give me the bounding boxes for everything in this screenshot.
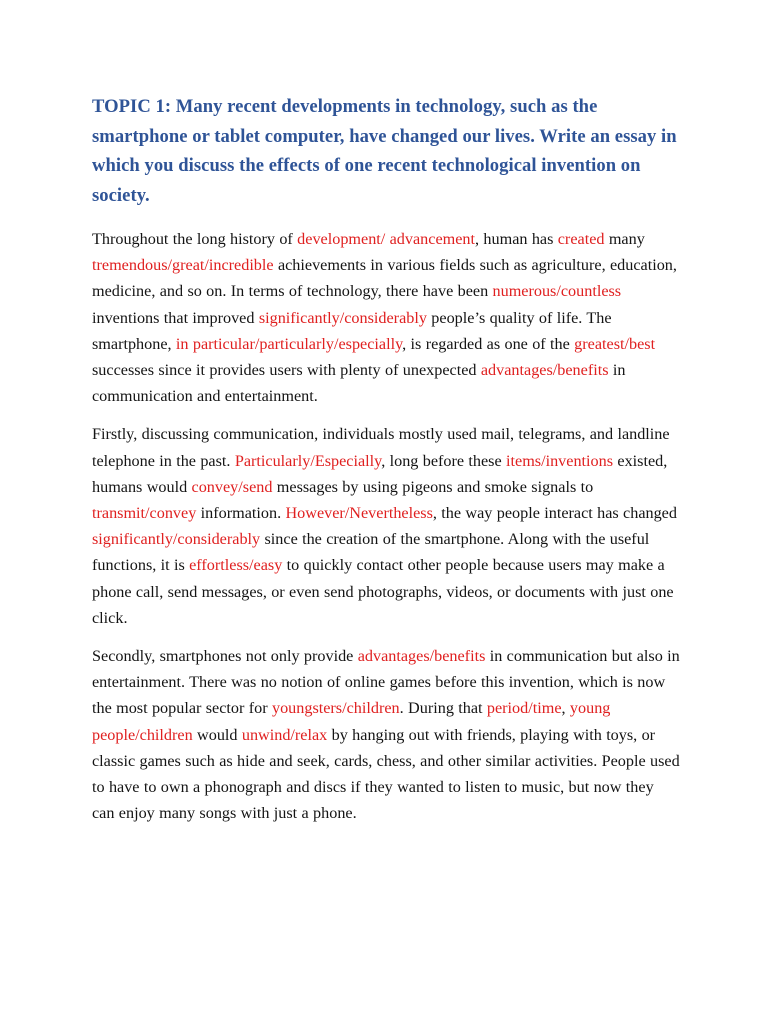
highlighted-vocabulary: period/time xyxy=(486,699,562,718)
paragraph-text: by hanging out with friends, playing with toys, or classic games such as hide and seek, cards, chess, and other similar activities. People used to have to own a phonograph and discs if they wanted to listen to music, but now they can enjoy many songs with just a phone. xyxy=(92,725,680,823)
paragraph-text: Secondly, smartphones not only provide xyxy=(92,647,358,666)
highlighted-vocabulary: Particularly/Especially xyxy=(234,451,382,470)
paragraph-text: to quickly contact other people because users may make a phone call, send messages, or even send photographs, videos, or documents with just one click. xyxy=(92,556,674,627)
highlighted-vocabulary: advantages/benefits xyxy=(357,647,486,666)
paragraph-text: , human has xyxy=(475,230,558,248)
paragraph-text: in communication and entertainment. xyxy=(92,361,626,406)
essay-paragraphs xyxy=(92,226,680,826)
paragraph-text: Firstly, discussing communication, individuals mostly used mail, telegrams, and landline telephone in the past. xyxy=(92,425,670,470)
paragraph-text: , xyxy=(561,699,570,718)
paragraph-text: . During that xyxy=(399,699,487,718)
highlighted-vocabulary: significantly/considerably xyxy=(258,308,427,327)
highlighted-vocabulary: young people/children xyxy=(92,699,611,744)
paragraph-text: people’s quality of life. The smartphone, xyxy=(92,308,612,353)
paragraph-text: Throughout the long history of xyxy=(92,230,298,248)
paragraph-text: successes since it provides users with plenty of unexpected xyxy=(92,361,481,380)
paragraph-text: messages by using pigeons and smoke signals to xyxy=(272,477,594,496)
paragraph-text: information. xyxy=(196,504,286,523)
highlighted-vocabulary: significantly/considerably xyxy=(92,530,261,549)
paragraph-text: in communication but also in entertainment. There was no notion of online games before this invention, which is now the most popular sector for xyxy=(92,647,680,718)
highlighted-vocabulary: numerous/countless xyxy=(492,282,622,301)
essay-paragraph xyxy=(92,226,680,409)
paragraph-text: inventions that improved xyxy=(92,308,259,327)
paragraph-text: would xyxy=(192,725,242,744)
essay-paragraph xyxy=(92,643,680,826)
paragraph-text: , is regarded as one of the xyxy=(402,334,575,353)
highlighted-vocabulary: advantages/benefits xyxy=(480,361,609,380)
highlighted-vocabulary: effortless/easy xyxy=(189,556,283,575)
highlighted-vocabulary: items/inventions xyxy=(506,451,614,470)
paragraph-text: many xyxy=(604,230,645,248)
paragraph-text: existed, humans would xyxy=(92,451,668,496)
highlighted-vocabulary: unwind/relax xyxy=(241,725,328,744)
highlighted-vocabulary: created xyxy=(557,230,605,248)
paragraph-text: achievements in various fields such as agriculture, education, medicine, and so on. In terms of technology, there have been xyxy=(92,256,677,301)
highlighted-vocabulary: transmit/convey xyxy=(92,504,197,523)
document-body xyxy=(92,92,680,838)
paragraph-text: , long before these xyxy=(381,451,507,470)
essay-topic-heading: TOPIC 1: Many recent developments in technology, such as the smartphone or tablet computer, have changed our lives. Write an essay in which you discuss the effects of one recent technological invention on society. xyxy=(92,96,677,206)
highlighted-vocabulary: However/Nevertheless xyxy=(285,504,433,523)
highlighted-vocabulary: in particular/particularly/especially xyxy=(175,334,403,353)
highlighted-vocabulary: tremendous/great/incredible xyxy=(92,256,274,275)
paragraph-text: since the creation of the smartphone. Along with the useful functions, it is xyxy=(92,530,650,575)
paragraph-text: , the way people interact has changed xyxy=(432,504,677,523)
highlighted-vocabulary: youngsters/children xyxy=(271,699,400,718)
highlighted-vocabulary: convey/send xyxy=(191,477,273,496)
highlighted-vocabulary: greatest/best xyxy=(574,334,656,353)
highlighted-vocabulary: development/ advancement xyxy=(297,230,476,248)
essay-paragraph xyxy=(92,421,680,631)
